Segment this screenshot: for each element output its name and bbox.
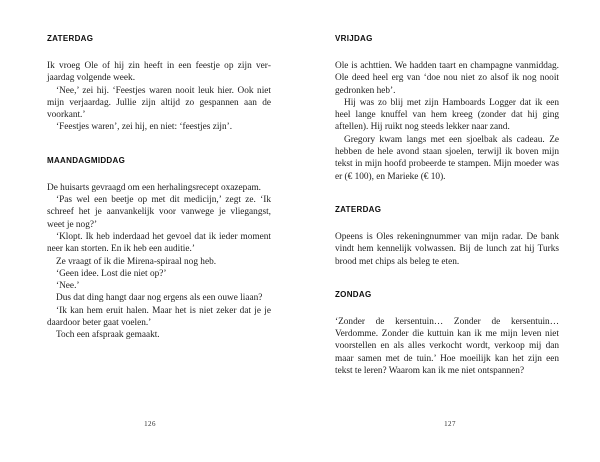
entry-heading: MAANDAGMIDDAG — [47, 155, 126, 165]
entry-paragraph: ‘Zonder de kersentuin… Zonder de kersentuin… Verdomme. Zonder die kuttuin kan ik me mijn leven niet voorstellen en als alles verkocht wordt, verkoop mij dan maar samen met de tuin.’ Hoe moeilijk kan het zijn een tekst te leren? Waarom kan ik me niet ontspannen? — [335, 316, 559, 377]
entry-paragraph: Hij was zo blij met zijn Hamboards Logger dat ik een heel lange knuffel van hem kreeg (zonder dat hij ging aftellen). Hij ruikt nog steeds lekker naar zand. — [335, 97, 559, 133]
diary-entry-vrijdag — [335, 34, 559, 183]
entry-paragraph: Opeens is Oles rekeningnummer van mijn radar. De bank vindt hem kennelijk volwassen. Bij de lunch zat hij Turks brood met chips als beleg te eten. — [335, 231, 559, 267]
page-number-right: 127 — [444, 420, 456, 428]
entry-paragraph: ‘Nee,’ zei hij. ‘Feestjes waren nooit leuk hier. Ook niet mijn verjaardag. Jullie zijn altijd zo gespannen aan de voorkant.’ — [47, 85, 271, 121]
page-right — [300, 0, 600, 462]
entry-paragraph: De huisarts gevraagd om een herhalingsrecept oxazepam. — [47, 182, 261, 193]
entry-paragraph: ‘Klopt. Ik heb inderdaad het gevoel dat ik ieder moment neer kan storten. En ik heb een auditie.’ — [47, 231, 271, 255]
entry-paragraph: ‘Geen idee. Lost die niet op?’ — [56, 268, 167, 279]
entry-heading: ZATERDAG — [335, 204, 382, 214]
diary-entry-zondag — [335, 290, 559, 377]
text-column-left — [47, 34, 271, 342]
entry-paragraph: ‘Pas wel een beetje op met dit medicijn,’ zegt ze. ‘Ik schreef het je aanvankelijk voor vanwege je vliegangst, weet je nog?’ — [47, 195, 271, 230]
entry-paragraph: ‘Nee.’ — [56, 281, 80, 292]
entry-heading: ZATERDAG — [47, 34, 94, 43]
entry-heading: ZONDAG — [335, 289, 372, 299]
text-column-right — [335, 34, 559, 377]
diary-entry-zaterdag-right — [335, 205, 559, 268]
diary-entry-zaterdag-left — [47, 34, 271, 134]
entry-paragraph: ‘Ik kan hem eruit halen. Maar het is niet zeker dat je je daardoor beter gaat voelen.’ — [47, 305, 271, 329]
entry-paragraph: Gregory kwam langs met een sjoelbak als cadeau. Ze hebben de hele avond staan sjoelen, terwijl ik boven mijn tekst in mijn hoofd probeerde te stampen. Mijn moeder was er (€ 100), en Marieke (€ 10). — [335, 134, 559, 182]
entry-paragraph: ‘Feestjes waren’, zei hij, en niet: ‘feestjes zijn’. — [56, 122, 233, 133]
entry-paragraph: Toch een afspraak gemaakt. — [56, 330, 160, 341]
entry-paragraph: Ole is achttien. We hadden taart en champagne vanmiddag. Ole deed heel erg van ‘doe nou niet zo alsof ik nog nooit gedronken heb’. — [335, 61, 559, 96]
page-number-left: 126 — [144, 420, 156, 428]
entry-paragraph: Ik vroeg Ole of hij zin heeft in een feestje op zijn verjaardag volgende week. — [47, 61, 271, 84]
entry-heading: VRIJDAG — [335, 34, 373, 43]
entry-paragraph: Dus dat ding hangt daar nog ergens als een ouwe liaan? — [56, 293, 263, 304]
diary-entry-maandagmiddag — [47, 156, 271, 342]
entry-paragraph: Ze vraagt of ik die Mirena-spiraal nog heb. — [56, 256, 217, 267]
